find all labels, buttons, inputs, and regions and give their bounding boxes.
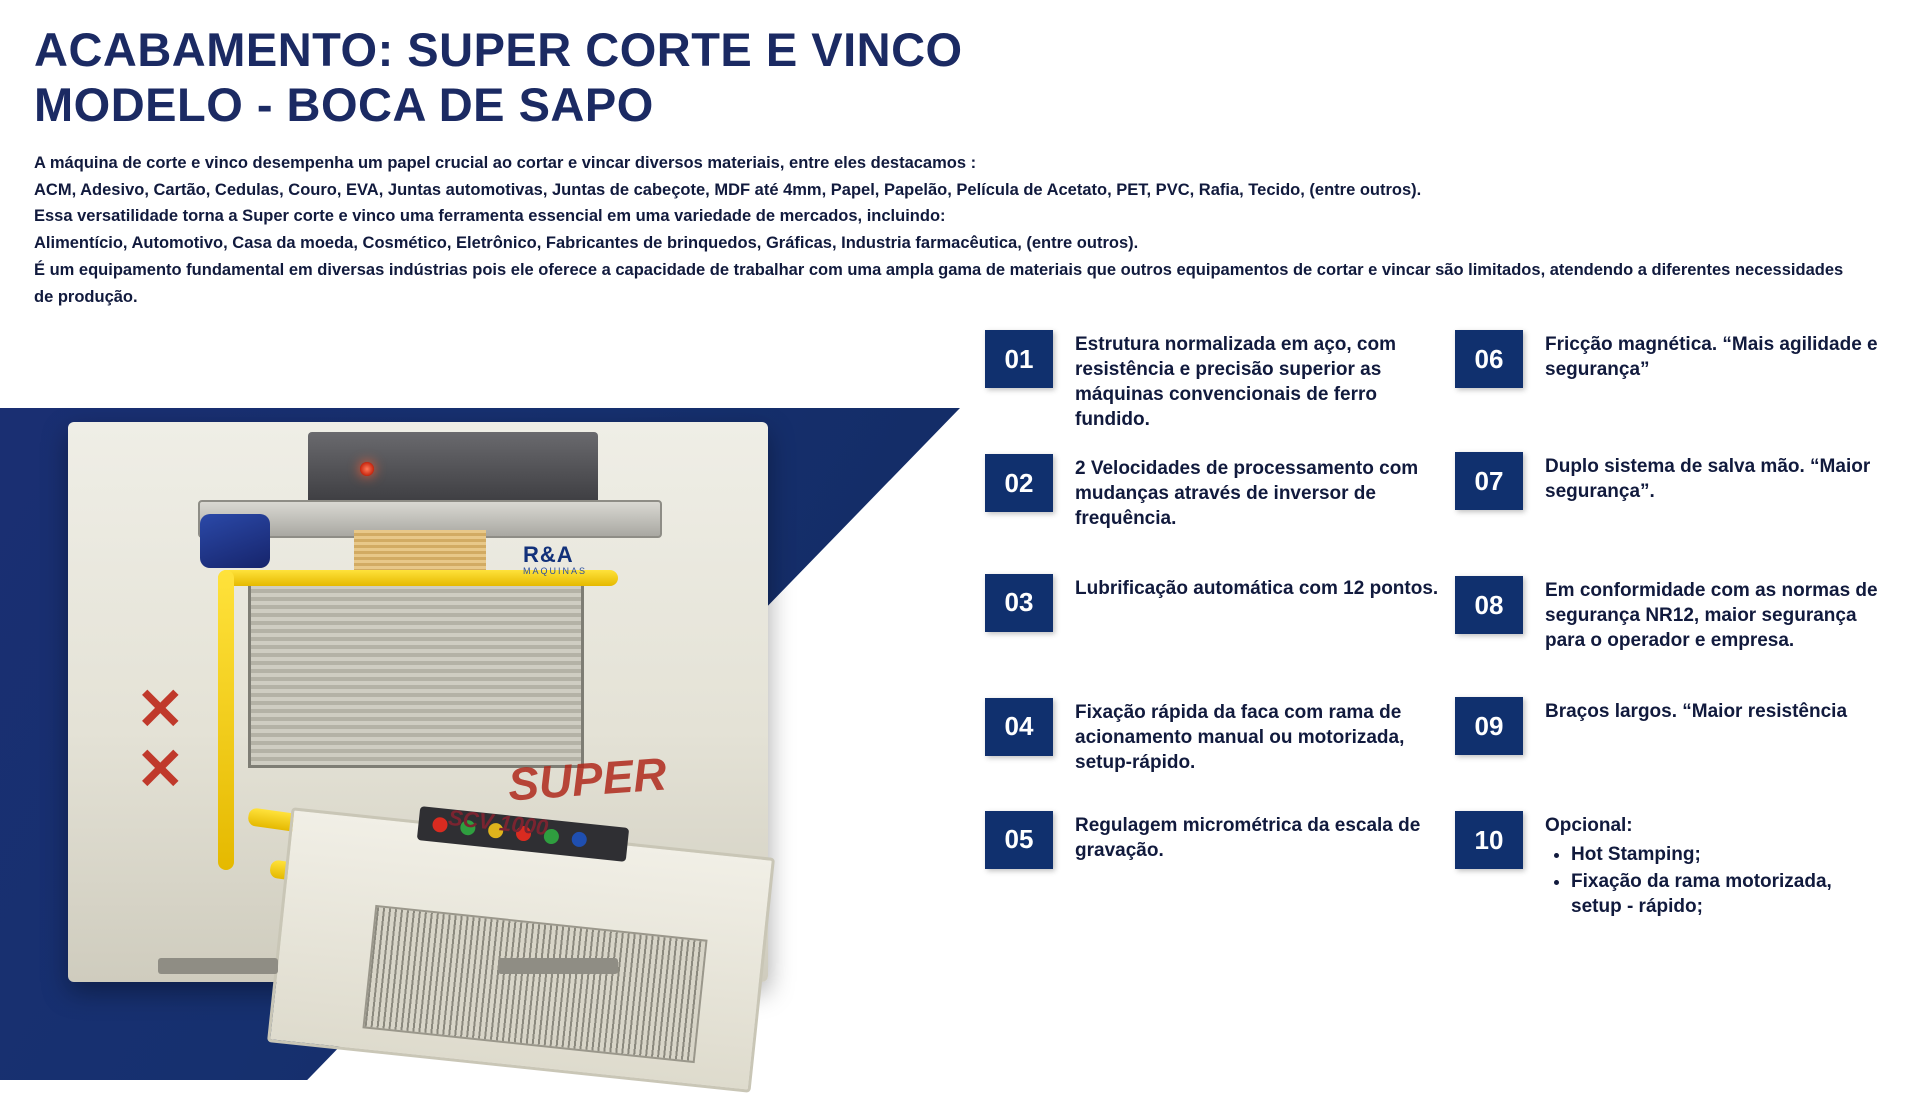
machine-inner-cylinder (248, 582, 584, 768)
feature-text: Regulagem micrométrica da escala de gravação. (1075, 814, 1421, 861)
feature-text: Opcional: (1545, 815, 1633, 837)
optional-bullet: • Hot Stamping; (1571, 842, 1885, 867)
intro-text (34, 150, 1864, 310)
machine-top-hood (308, 432, 598, 504)
feature-item (1455, 452, 1885, 510)
feature-text: Duplo sistema de salva mão. “Maior segurança”. (1545, 456, 1871, 503)
feature-number-badge: 07 (1455, 452, 1523, 510)
feature-text: Fixação rápida da faca com rama de acionamento manual ou motorizada, setup-rápido. (1075, 701, 1405, 773)
feature-item (985, 698, 1445, 775)
optional-bullet: • Fixação da rama motorizada, setup - rápido; (1571, 869, 1885, 919)
feature-item (1455, 576, 1885, 653)
feature-number-badge: 01 (985, 330, 1053, 388)
feature-item (985, 454, 1445, 531)
feature-number-badge: 08 (1455, 576, 1523, 634)
feature-number-badge: 03 (985, 574, 1053, 632)
machine-foot-right (498, 958, 618, 974)
feature-number-badge: 02 (985, 454, 1053, 512)
feature-text: Lubrificação automática com 12 pontos. (1075, 577, 1439, 599)
intro-line-5: É um equipamento fundamental em diversas indústrias pois ele oferece a capacidade de trabalhar com uma ampla gama de materiais que outros equipamentos de cortar e vincar são limitados, atendendo a diferentes necessidades de produção. (34, 260, 1844, 306)
safety-bar-left (218, 570, 234, 870)
page-title-line-1: ACABAMENTO: SUPER CORTE E VINCO (34, 23, 963, 76)
intro-line-1: A máquina de corte e vinco desempenha um papel crucial ao cortar e vincar diversos materiais, entre eles destacamos : (34, 154, 977, 172)
feature-number-badge: 04 (985, 698, 1053, 756)
machine-body (68, 422, 768, 982)
feature-number-badge: 06 (1455, 330, 1523, 388)
feature-text: 2 Velocidades de processamento com mudanças através de inversor de frequência. (1075, 458, 1419, 530)
machine-logo-subtitle: MAQUINAS (523, 566, 588, 576)
intro-line-2: ACM, Adesivo, Cartão, Cedulas, Couro, EVA, Juntas automotivas, Juntas de cabeçote, MDF até 4mm, Papel, Papelão, Película de Acetato, PET, PVC, Rafia, Tecido, (entre outros). (34, 180, 1422, 199)
feature-item (1455, 330, 1885, 388)
feature-column-right (1455, 330, 1885, 944)
feature-item (985, 574, 1445, 632)
warning-marks-icon: ✕ ✕ (136, 677, 185, 802)
feature-text: Em conformidade com as normas de segurança NR12, maior segurança para o operador e empresa. (1545, 580, 1878, 652)
control-button-6[interactable] (571, 831, 587, 847)
optional-bullet-list (1545, 842, 1885, 919)
intro-line-3: Essa versatilidade torna a Super corte e vinco uma ferramenta essencial em uma variedade de mercados, incluindo: (34, 207, 946, 226)
machine-model-tag: SCV 1000 (447, 804, 550, 841)
feature-number-badge: 10 (1455, 811, 1523, 869)
feature-text: Braços largos. “Maior resistência (1545, 701, 1848, 723)
machine-blue-drum (200, 514, 270, 568)
feature-text: Fricção magnética. “Mais agilidade e segurança” (1545, 334, 1878, 381)
status-led-icon (360, 462, 374, 476)
feature-item (985, 330, 1445, 432)
feature-text: Estrutura normalizada em aço, com resistência e precisão superior as máquinas convencionais de ferro fundido. (1075, 334, 1396, 431)
feature-item (1455, 697, 1885, 755)
page-title (34, 22, 1334, 133)
control-button-1[interactable] (432, 817, 448, 833)
feature-optional-block (1523, 811, 1885, 921)
machine-foot-left (158, 958, 278, 974)
machine-photo (8, 312, 888, 1052)
machine-brand-decal: SUPER (506, 747, 669, 811)
page-title-line-2: MODELO - BOCA DE SAPO (34, 78, 654, 132)
feature-column-left (985, 330, 1445, 891)
feature-item (985, 811, 1445, 869)
machine-logo: R&A (523, 542, 574, 567)
feature-number-badge: 05 (985, 811, 1053, 869)
intro-line-4: Alimentício, Automotivo, Casa da moeda, Cosmético, Eletrônico, Fabricantes de brinquedos, Gráficas, Industria farmacêutica, (entre outros). (34, 234, 1139, 253)
feature-item-optional (1455, 811, 1885, 921)
feature-number-badge: 09 (1455, 697, 1523, 755)
